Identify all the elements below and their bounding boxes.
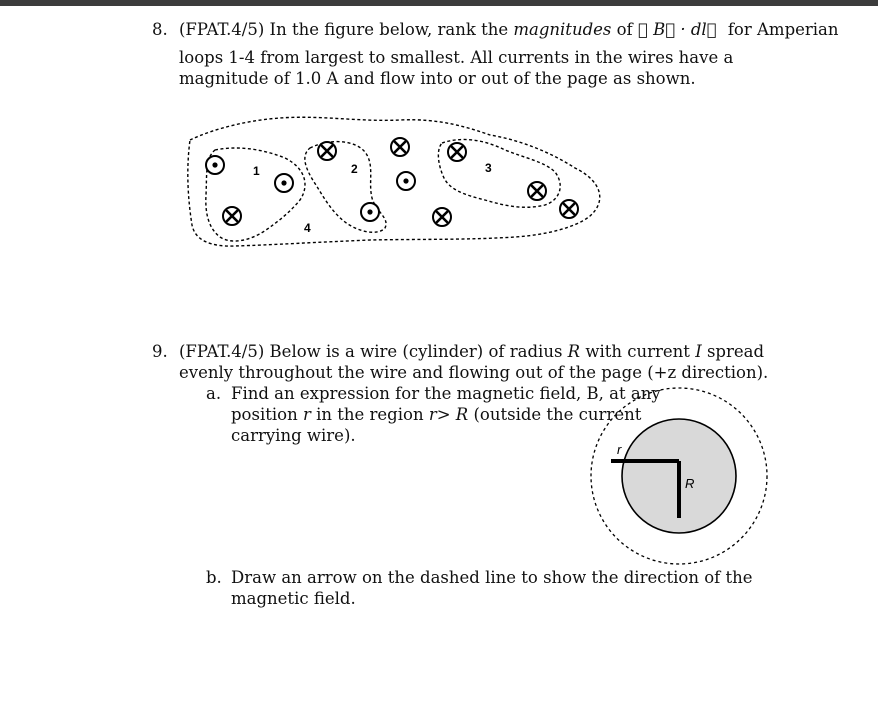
wire-out-icon <box>361 203 379 221</box>
loop-label-3: 3 <box>485 161 492 175</box>
q8-number: 8. <box>152 20 168 39</box>
loop-label-1: 1 <box>253 164 260 178</box>
wire-out-icon <box>397 172 415 190</box>
wire-in-icon <box>448 143 466 161</box>
q9a-line2 <box>231 405 641 425</box>
q8-emphasis: magnitudes <box>513 20 612 39</box>
q8-intro: (FPAT.4/5) In the figure below, rank the <box>179 20 509 39</box>
q9-radius-symbol: R <box>567 342 581 361</box>
wire-in-icon <box>560 200 578 218</box>
q9b-letter: b. <box>206 568 222 587</box>
q9a-letter: a. <box>206 384 222 403</box>
q9a-line3: carrying wire). <box>231 426 356 445</box>
loop-label-2: 2 <box>351 162 358 176</box>
q8-line3: magnitude of 1.0 A and flow into or out of the page as shown. <box>179 69 696 88</box>
q8-of: of <box>616 20 633 39</box>
q9-line1a: (FPAT.4/5) Below is a wire (cylinder) of radius <box>179 342 563 361</box>
wire-out-icon <box>206 156 224 174</box>
wire-in-icon <box>223 207 241 225</box>
q8-tail: for Amperian <box>727 20 839 39</box>
wire-in-icon <box>318 142 336 160</box>
q9-line1 <box>179 342 764 362</box>
q9a-cond-r: r <box>428 405 437 424</box>
q9a-line1: Find an expression for the magnetic field, B, at any <box>231 384 661 403</box>
q9-number: 9. <box>152 342 168 361</box>
q9b-line1: Draw an arrow on the dashed line to show the direction of the <box>231 568 753 587</box>
label-R: R <box>685 476 695 491</box>
label-r: r <box>617 442 622 457</box>
q9a-cond: > R <box>436 405 469 424</box>
q8-line2: loops 1-4 from largest to smallest. All currents in the wires have a <box>179 48 734 67</box>
q9a-line2a: position <box>231 405 298 424</box>
q9a-line2b: in the region <box>316 405 424 424</box>
line-integral: ∮ B⃗ · dl⃗ <box>637 20 717 39</box>
q9-line2: evenly throughout the wire and flowing out of the page (+z direction). <box>179 363 769 382</box>
wire-in-icon <box>391 138 409 156</box>
q9-line1b: with current <box>585 342 690 361</box>
wire-out-icon <box>275 174 293 192</box>
wire-in-icon <box>433 208 451 226</box>
q9b-line2: magnetic field. <box>231 589 356 608</box>
q9-line1c: spread <box>706 342 765 361</box>
q9-current-symbol: I <box>695 342 702 361</box>
loop-label-4: 4 <box>304 221 311 235</box>
wire-in-icon <box>528 182 546 200</box>
q9a-line2c: (outside the current <box>473 405 642 424</box>
q9a-r-symbol: r <box>302 405 311 424</box>
